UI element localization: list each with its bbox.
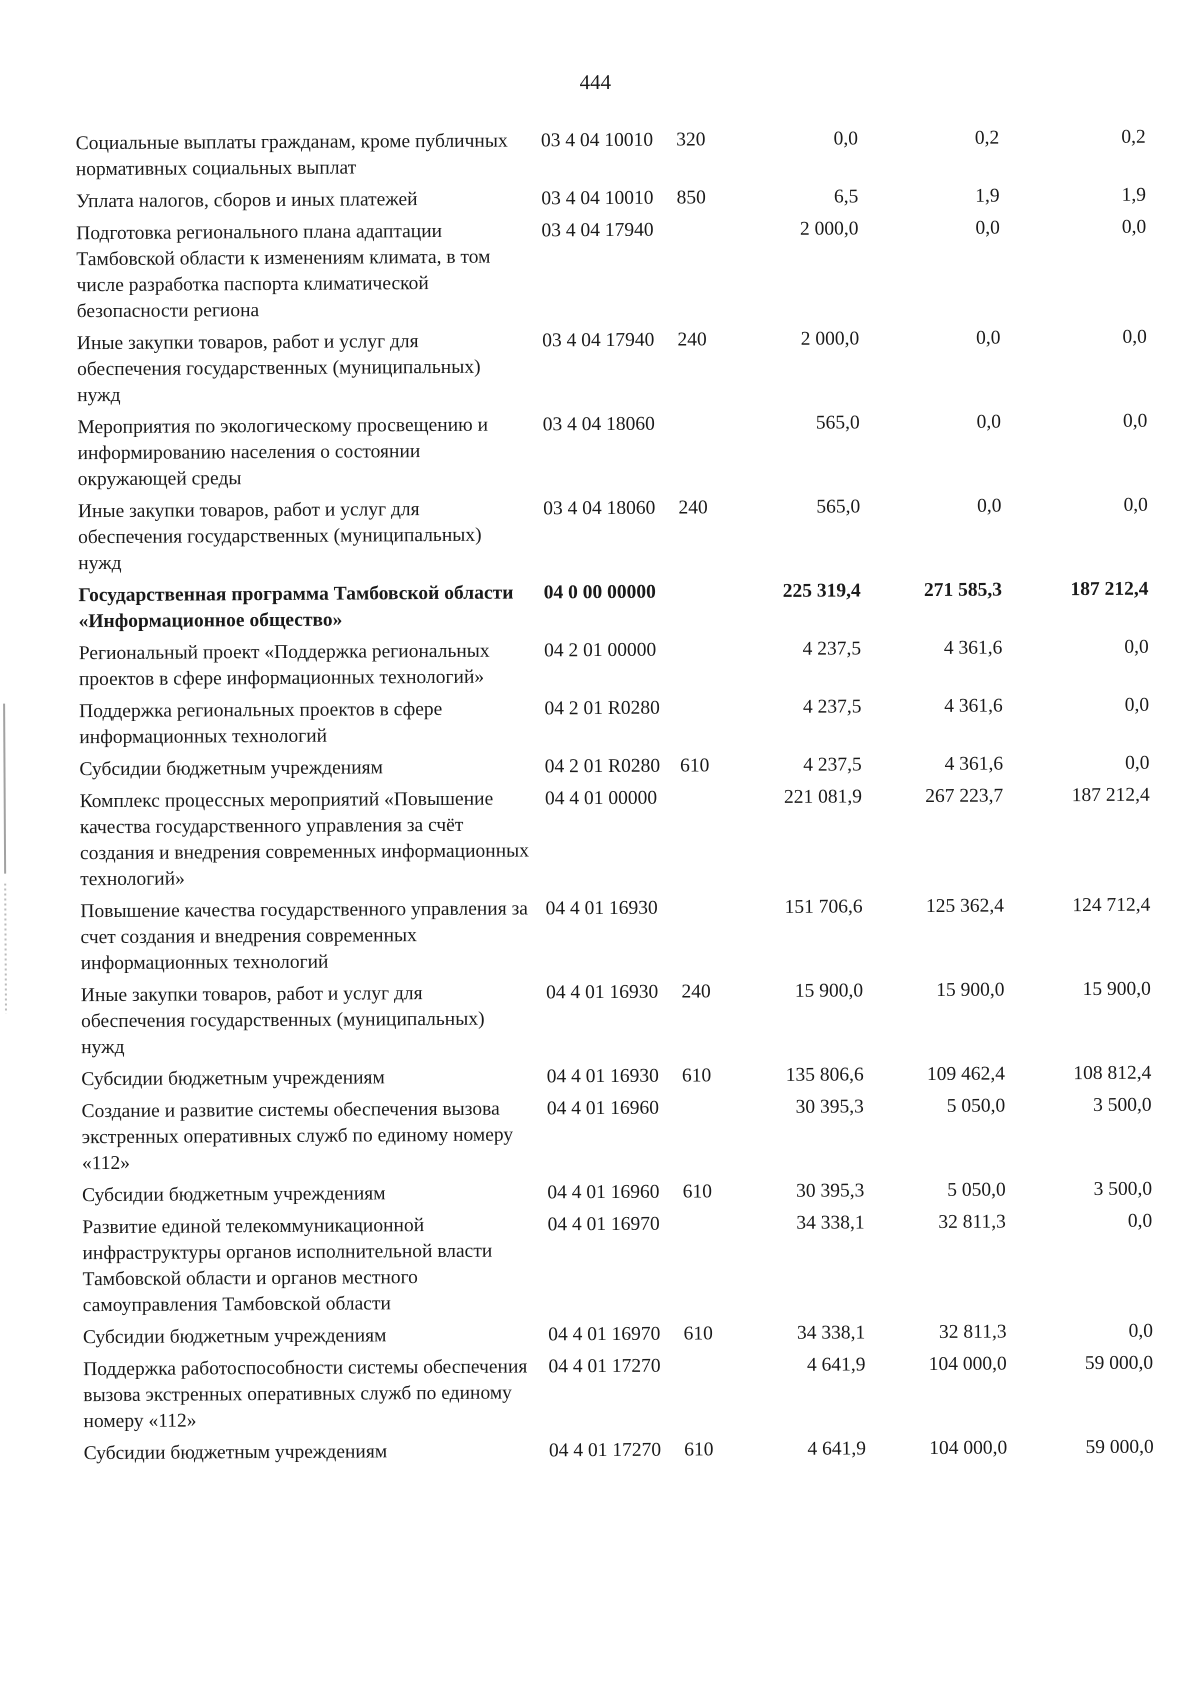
- row-expense-type: 240: [678, 497, 708, 519]
- row-amount-year-1: 6,5: [833, 186, 859, 208]
- row-target-code: 03 4 04 10010: [541, 187, 654, 210]
- row-target-code: 04 4 01 17270: [548, 1355, 661, 1378]
- row-target-code: 04 2 01 R0280: [544, 755, 661, 778]
- row-amount-year-1: 4 237,5: [803, 754, 862, 776]
- row-amount-year-2: 32 811,3: [938, 1211, 1006, 1233]
- row-amount-year-2: 5 050,0: [947, 1179, 1006, 1201]
- row-amount-year-2: 4 361,6: [943, 637, 1003, 659]
- row-amount-year-2: 15 900,0: [936, 979, 1005, 1001]
- row-amount-year-1: 221 081,9: [783, 786, 863, 808]
- row-amount-year-3: 0,0: [1121, 216, 1147, 238]
- row-amount-year-2: 109 462,4: [926, 1063, 1006, 1086]
- row-expense-type: 610: [684, 1439, 714, 1461]
- row-expense-type: [681, 895, 742, 979]
- row-amount-year-3: 187 212,4: [1070, 578, 1149, 601]
- row-target-code: 04 4 01 16960: [546, 1097, 660, 1120]
- row-target-code: 03 4 04 18060: [543, 497, 656, 520]
- row-name: Социальные выплаты гражданам, кроме публичных нормативных социальных выплат: [75, 130, 508, 181]
- row-amount-year-3: 0,0: [1124, 694, 1150, 716]
- row-expense-type: [677, 217, 738, 327]
- row-expense-type: [683, 1211, 744, 1321]
- row-target-code: 04 4 01 16960: [547, 1181, 660, 1204]
- row-amount-year-3: 187 212,4: [1071, 784, 1150, 807]
- row-amount-year-3: 0,0: [1127, 1210, 1153, 1232]
- row-expense-type: 610: [680, 755, 710, 777]
- row-amount-year-3: 3 500,0: [1093, 1178, 1153, 1200]
- row-name: Субсидии бюджетным учреждениям: [83, 1441, 388, 1465]
- row-amount-year-3: 0,0: [1128, 1320, 1154, 1342]
- table-row: [78, 493, 1148, 584]
- row-expense-type: 320: [676, 129, 706, 151]
- row-amount-year-2: 1,9: [975, 185, 1000, 207]
- row-amount-year-1: 225 319,4: [782, 580, 861, 602]
- row-name: Уплата налогов, сборов и иных платежей: [75, 189, 418, 213]
- row-amount-year-3: 59 000,0: [1085, 1436, 1154, 1459]
- table-row: [78, 577, 1148, 642]
- row-name: Государственная программа Тамбовской области «Информационное общество»: [78, 582, 514, 633]
- row-amount-year-2: 104 000,0: [928, 1353, 1007, 1376]
- row-expense-type: [679, 579, 740, 637]
- row-name: Субсидии бюджетным учреждениям: [81, 1067, 385, 1091]
- row-amount-year-3: 124 712,4: [1072, 894, 1151, 917]
- row-name: Подготовка регионального плана адаптации Тамбовской области к изменениям климата, в том числе разработка паспорта климатической безопасности региона: [76, 220, 491, 323]
- table-row: [83, 1351, 1153, 1442]
- row-amount-year-1: 2 000,0: [799, 218, 859, 240]
- row-target-code: 03 4 04 17940: [541, 219, 654, 242]
- row-amount-year-1: 30 395,3: [795, 1096, 864, 1118]
- row-amount-year-2: 0,0: [975, 217, 1000, 239]
- table-row: [80, 893, 1150, 984]
- row-amount-year-3: 59 000,0: [1084, 1352, 1154, 1375]
- row-name: Субсидии бюджетным учреждениям: [79, 757, 384, 781]
- row-expense-type: 850: [676, 187, 706, 209]
- row-amount-year-2: 0,0: [976, 411, 1002, 433]
- row-amount-year-1: 565,0: [816, 496, 861, 518]
- row-target-code: 04 4 01 16970: [548, 1323, 661, 1346]
- row-expense-type: 610: [681, 1065, 712, 1087]
- row-name: Поддержка региональных проектов в сфере информационных технологий: [79, 698, 443, 749]
- row-amount-year-2: 104 000,0: [929, 1437, 1008, 1459]
- row-amount-year-3: 1,9: [1121, 184, 1147, 206]
- row-amount-year-3: 0,0: [1125, 752, 1150, 774]
- row-name: Комплекс процессных мероприятий «Повышение качества государственного управления за счёт создания и внедрения современных информационных технологий»: [79, 788, 530, 891]
- table-row: [77, 409, 1147, 500]
- row-amount-year-1: 4 237,5: [802, 696, 862, 718]
- row-target-code: 04 4 01 16930: [546, 1065, 659, 1088]
- row-expense-type: [679, 637, 740, 695]
- scan-artifact: [4, 884, 7, 1014]
- row-name: Иные закупки товаров, работ и услуг для обеспечения государственных (муниципальных) нужд: [77, 499, 482, 575]
- row-name: Иные закупки товаров, работ и услуг для обеспечения государственных (муниципальных) нужд: [80, 983, 485, 1059]
- row-expense-type: 610: [683, 1323, 713, 1345]
- row-target-code: 03 4 04 10010: [540, 129, 654, 152]
- row-name: Поддержка работоспособности системы обеспечения вызова экстренных оперативных служб по единому номеру «112»: [83, 1356, 528, 1433]
- table-row: [76, 125, 1146, 190]
- row-expense-type: 240: [677, 329, 707, 351]
- budget-table-body: [76, 125, 1154, 1474]
- row-name: Создание и развитие системы обеспечения вызова экстренных оперативных служб по единому номеру «112»: [81, 1098, 514, 1175]
- row-expense-type: [684, 1353, 745, 1437]
- row-amount-year-1: 151 706,6: [784, 896, 863, 918]
- row-target-code: 04 4 01 17270: [548, 1439, 662, 1462]
- row-amount-year-1: 565,0: [815, 412, 860, 434]
- row-name: Иные закупки товаров, работ и услуг для обеспечения государственных (муниципальных) нужд: [76, 331, 481, 407]
- budget-table: [76, 125, 1154, 1474]
- row-target-code: 03 4 04 18060: [542, 413, 655, 436]
- row-name: Мероприятия по экологическому просвещению и информированию населения о состоянии окружающей среды: [77, 414, 489, 491]
- row-target-code: 04 4 01 00000: [544, 787, 658, 810]
- row-name: Развитие единой телекоммуникационной инфраструктуры органов исполнительной власти Тамбовской области и органов местного самоуправления Тамбовской области: [82, 1215, 493, 1317]
- row-amount-year-1: 4 641,9: [807, 1438, 867, 1460]
- row-amount-year-1: 4 641,9: [806, 1354, 866, 1376]
- table-row: [79, 635, 1149, 700]
- row-expense-type: [682, 1095, 743, 1179]
- row-amount-year-2: 0,0: [977, 495, 1002, 517]
- row-name: Субсидии бюджетным учреждениям: [82, 1325, 387, 1349]
- row-target-code: 03 4 04 17940: [542, 329, 655, 352]
- row-expense-type: 610: [682, 1181, 712, 1203]
- row-name: Повышение качества государственного управления за счет создания и внедрения современных информационных технологий: [80, 898, 528, 975]
- row-expense-type: [678, 411, 739, 495]
- row-amount-year-1: 2 000,0: [800, 328, 860, 350]
- row-target-code: 04 2 01 R0280: [544, 697, 660, 720]
- table-row: [77, 325, 1147, 416]
- row-amount-year-2: 125 362,4: [925, 895, 1005, 918]
- row-amount-year-3: 3 500,0: [1093, 1094, 1152, 1116]
- row-target-code: 04 0 00 00000: [543, 581, 656, 604]
- row-amount-year-2: 0,0: [976, 327, 1001, 349]
- table-row: [76, 215, 1147, 332]
- page-number: 444: [579, 69, 612, 95]
- row-amount-year-2: 32 811,3: [938, 1321, 1007, 1343]
- row-amount-year-2: 271 585,3: [923, 579, 1003, 602]
- row-amount-year-2: 267 223,7: [925, 785, 1004, 808]
- row-expense-type: [680, 785, 741, 895]
- table-row: [82, 1093, 1152, 1184]
- row-amount-year-3: 15 900,0: [1082, 978, 1151, 1001]
- row-amount-year-3: 0,0: [1123, 494, 1148, 516]
- table-row: [82, 1209, 1153, 1326]
- row-expense-type: [680, 695, 741, 753]
- row-amount-year-3: 0,0: [1122, 410, 1148, 432]
- row-amount-year-2: 5 050,0: [946, 1095, 1006, 1117]
- row-expense-type: 240: [681, 981, 711, 1003]
- row-amount-year-2: 4 361,6: [944, 695, 1003, 717]
- table-row: [80, 783, 1151, 900]
- row-target-code: 04 4 01 16930: [546, 981, 659, 1004]
- row-amount-year-1: 135 806,6: [785, 1064, 864, 1086]
- row-amount-year-1: 34 338,1: [796, 1322, 866, 1344]
- row-amount-year-3: 0,0: [1124, 636, 1149, 658]
- row-amount-year-2: 0,2: [974, 127, 1000, 149]
- row-amount-year-2: 4 361,6: [944, 753, 1004, 775]
- row-target-code: 04 4 01 16970: [547, 1213, 660, 1236]
- row-amount-year-1: 30 395,3: [796, 1180, 865, 1202]
- row-amount-year-1: 4 237,5: [802, 638, 862, 660]
- row-amount-year-3: 0,0: [1122, 326, 1147, 348]
- row-amount-year-3: 0,2: [1121, 126, 1146, 148]
- table-row: [84, 1435, 1154, 1474]
- row-target-code: 04 4 01 16930: [545, 897, 658, 920]
- row-amount-year-1: 34 338,1: [796, 1212, 865, 1234]
- row-amount-year-1: 0,0: [833, 128, 859, 150]
- row-amount-year-3: 108 812,4: [1073, 1062, 1152, 1085]
- scan-artifact: [3, 704, 6, 874]
- row-amount-year-1: 15 900,0: [794, 980, 864, 1002]
- table-row: [81, 977, 1151, 1068]
- row-name: Субсидии бюджетным учреждениям: [82, 1183, 386, 1207]
- row-name: Региональный проект «Поддержка региональных проектов в сфере информационных технологий»: [78, 640, 490, 691]
- table-row: [79, 693, 1149, 758]
- row-target-code: 04 2 01 00000: [543, 639, 657, 662]
